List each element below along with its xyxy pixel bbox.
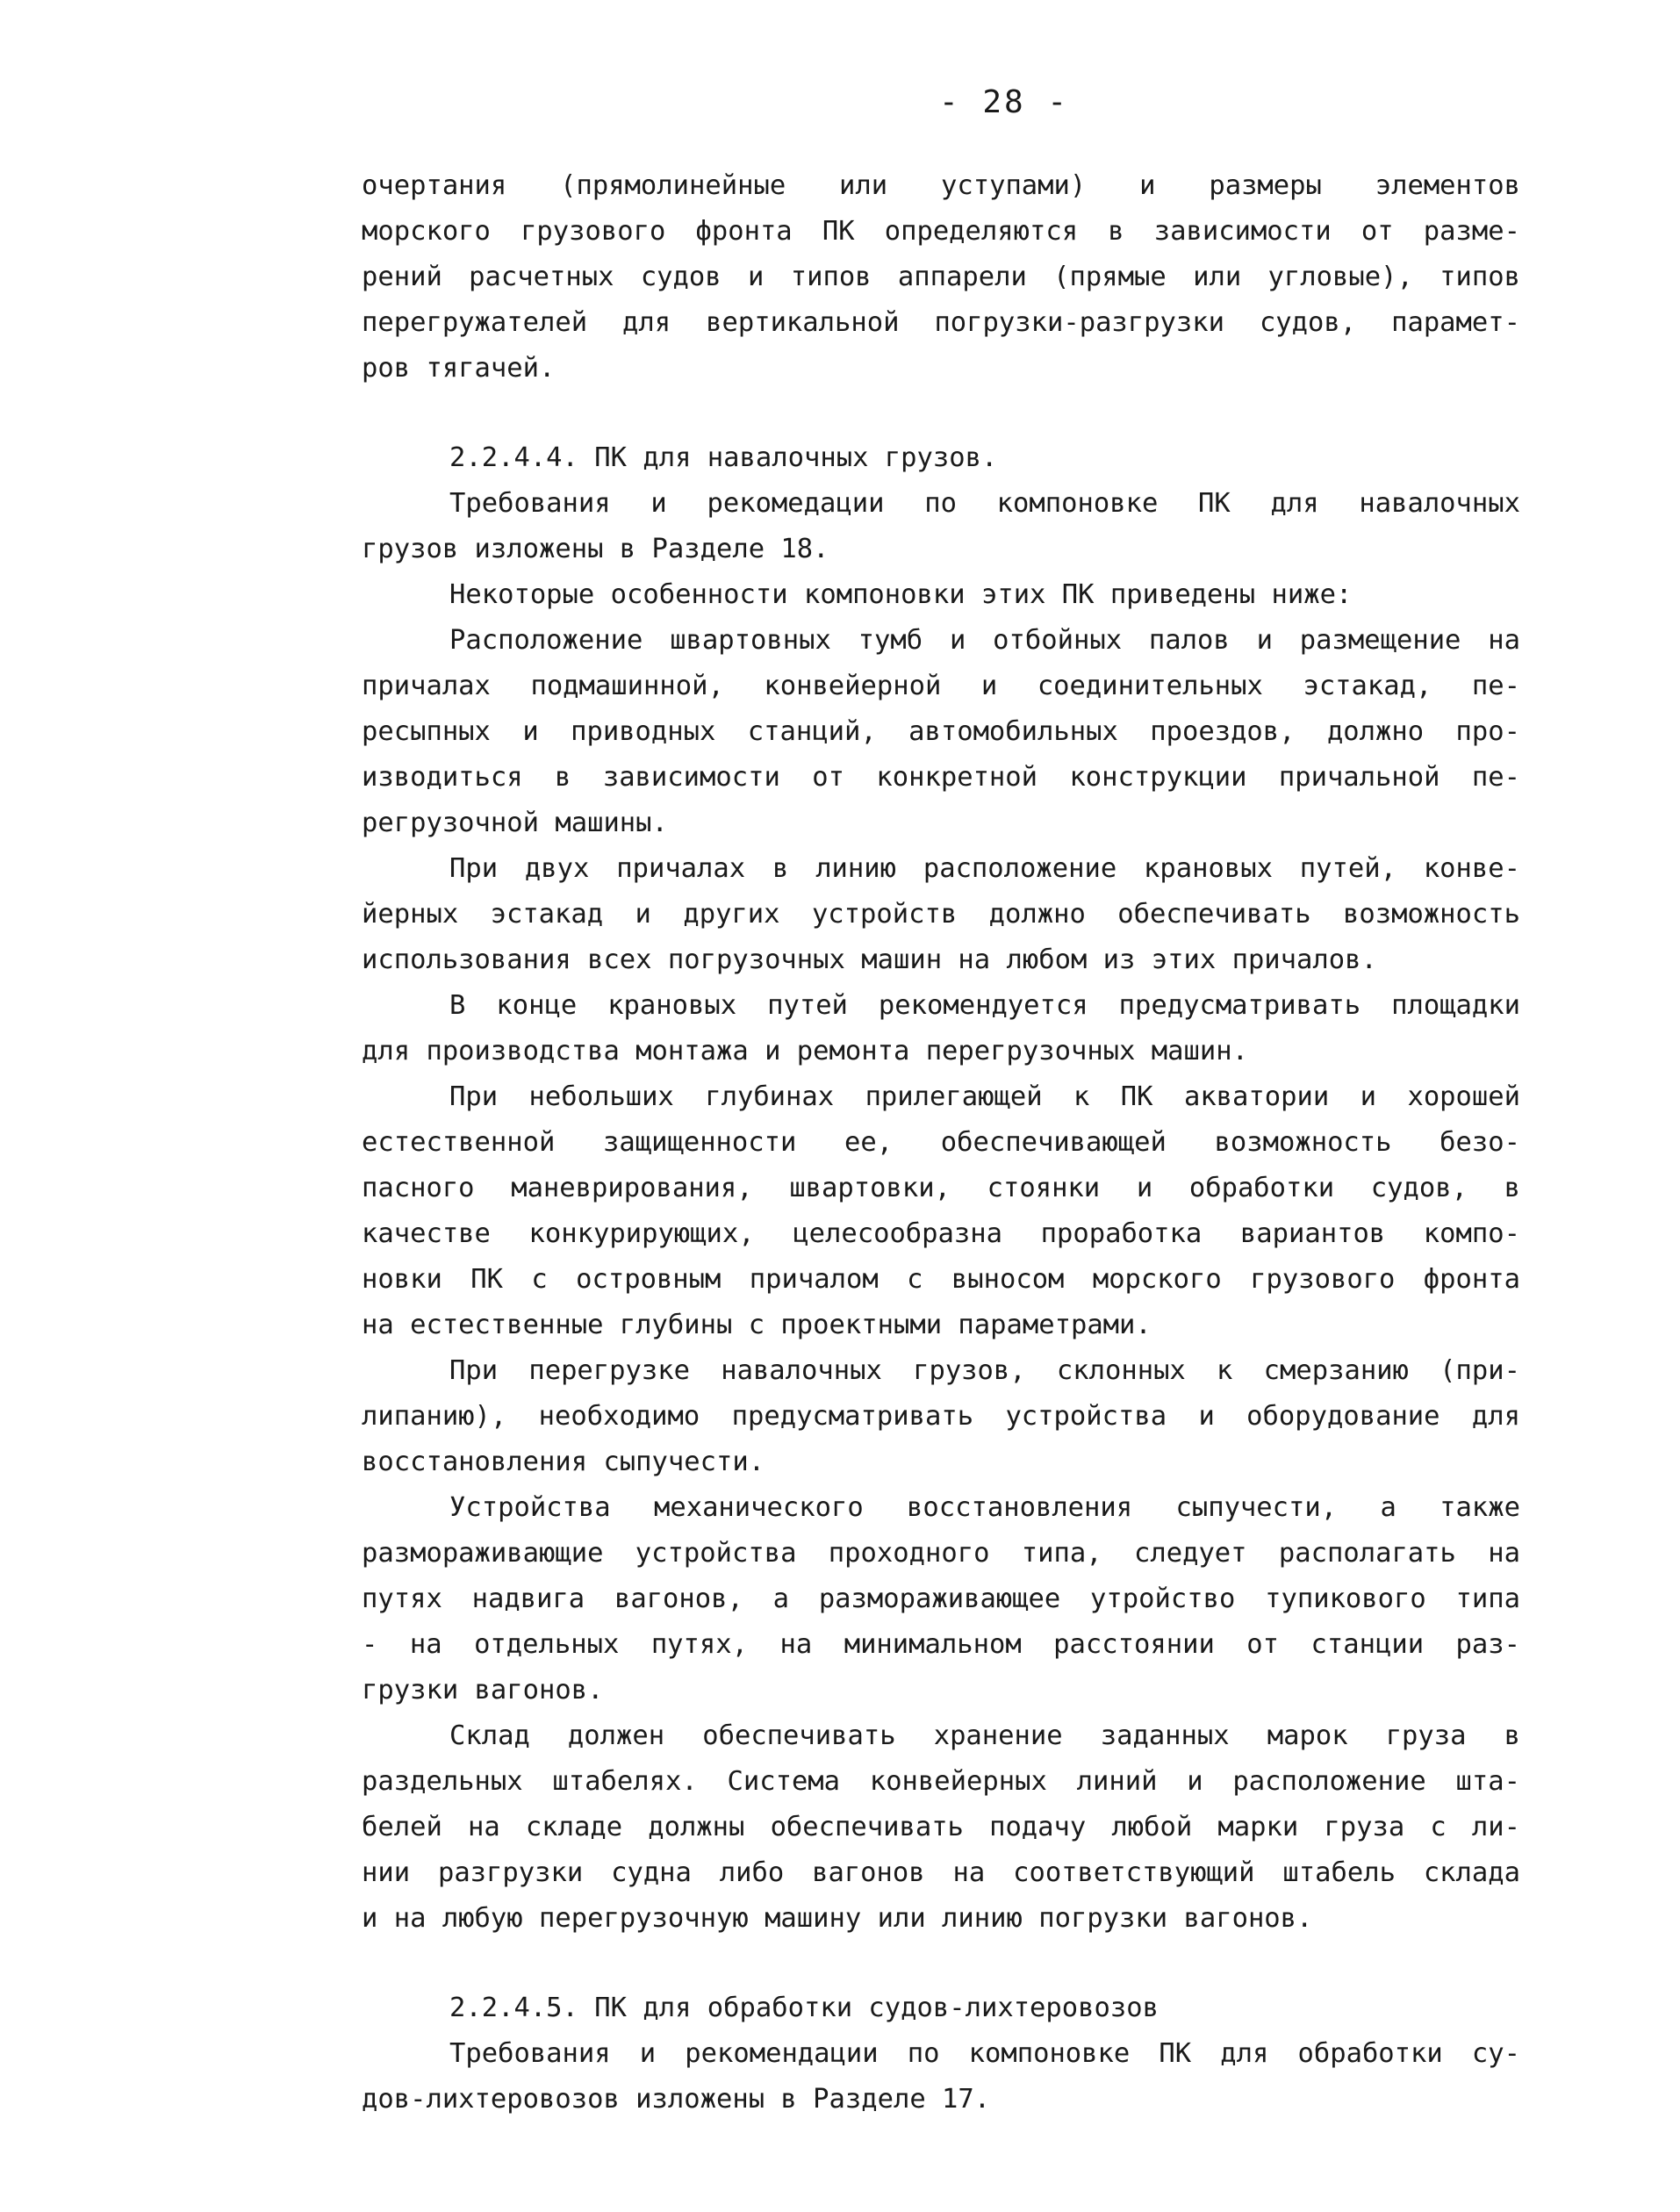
text-line: нии разгрузки судна либо вагонов на соответствующий штабель склада — [362, 1857, 1520, 1888]
section-heading: 2.2.4.5. ПК для обработки судов-лихтеровозов — [449, 1993, 1159, 2023]
text-line: изводиться в зависимости от конкретной конструкции причальной пе- — [362, 762, 1520, 793]
text-line: рений расчетных судов и типов аппарели (прямые или угловые), типов — [362, 262, 1520, 292]
text-line: грузки вагонов. — [362, 1675, 604, 1706]
text-line: При двух причалах в линию расположение крановых путей, конве- — [449, 853, 1520, 884]
text-line: йерных эстакад и других устройств должно обеспечивать возможность — [362, 899, 1520, 930]
text-line: липанию), необходимо предусматривать устройства и оборудование для — [362, 1401, 1520, 1432]
text-line: очертания (прямолинейные или уступами) и размеры элементов — [362, 170, 1520, 201]
text-line: ресыпных и приводных станций, автомобильных проездов, должно про- — [362, 716, 1520, 747]
text-line: пасного маневрирования, швартовки, стоянки и обработки судов, в — [362, 1173, 1520, 1203]
text-line: регрузочной машины. — [362, 808, 668, 838]
text-line: раздельных штабелях. Система конвейерных линий и расположение шта- — [362, 1766, 1520, 1797]
text-line: использования всех погрузочных машин на любом из этих причалов. — [362, 944, 1377, 975]
text-line: дов-лихтеровозов изложены в Разделе 17. — [362, 2084, 991, 2115]
section-heading: 2.2.4.4. ПК для навалочных грузов. — [449, 442, 998, 473]
text-line: При небольших глубинах прилегающей к ПК акватории и хорошей — [449, 1081, 1520, 1112]
text-line: белей на складе должны обеспечивать подачу любой марки груза с ли- — [362, 1812, 1520, 1842]
text-line: восстановления сыпучести. — [362, 1447, 765, 1477]
text-line: путях надвига вагонов, а размораживающее утройство тупикового типа — [362, 1584, 1520, 1614]
text-line: - на отдельных путях, на минимальном расстоянии от станции раз- — [362, 1629, 1520, 1660]
text-line: перегружателей для вертикальной погрузки-разгрузки судов, парамет- — [362, 307, 1520, 338]
text-line: Склад должен обеспечивать хранение заданных марок груза в — [449, 1720, 1520, 1751]
text-line: новки ПК с островным причалом с выносом морского грузового фронта — [362, 1264, 1520, 1295]
text-line: Требования и рекомендации по компоновке ПК для обработки су- — [449, 2038, 1520, 2069]
text-line: на естественные глубины с проектными параметрами. — [362, 1310, 1152, 1340]
text-line: ров тягачей. — [362, 353, 556, 384]
text-line: морского грузового фронта ПК определяются в зависимости от разме- — [362, 216, 1520, 247]
text-line: При перегрузке навалочных грузов, склонных к смерзанию (при- — [449, 1355, 1520, 1386]
text-line: размораживающие устройства проходного типа, следует располагать на — [362, 1538, 1520, 1569]
text-line: Некоторые особенности компоновки этих ПК приведены ниже: — [449, 579, 1353, 610]
text-line: и на любую перегрузочную машину или линию погрузки вагонов. — [362, 1903, 1313, 1934]
text-line: Устройства механического восстановления сыпучести, а также — [449, 1492, 1520, 1523]
text-line: естественной защищенности ее, обеспечивающей возможность безо- — [362, 1127, 1520, 1158]
text-line: Расположение швартовных тумб и отбойных палов и размещение на — [449, 625, 1520, 656]
text-line: Требования и рекомедации по компоновке ПК для навалочных — [449, 488, 1520, 519]
text-line: для производства монтажа и ремонта перегрузочных машин. — [362, 1036, 1248, 1066]
page-number: - 28 - — [939, 84, 1070, 120]
text-line: грузов изложены в Разделе 18. — [362, 534, 829, 564]
text-line: причалах подмашинной, конвейерной и соединительных эстакад, пе- — [362, 671, 1520, 701]
text-line: качестве конкурирующих, целесообразна проработка вариантов компо- — [362, 1218, 1520, 1249]
text-line: В конце крановых путей рекомендуется предусматривать площадки — [449, 990, 1520, 1021]
